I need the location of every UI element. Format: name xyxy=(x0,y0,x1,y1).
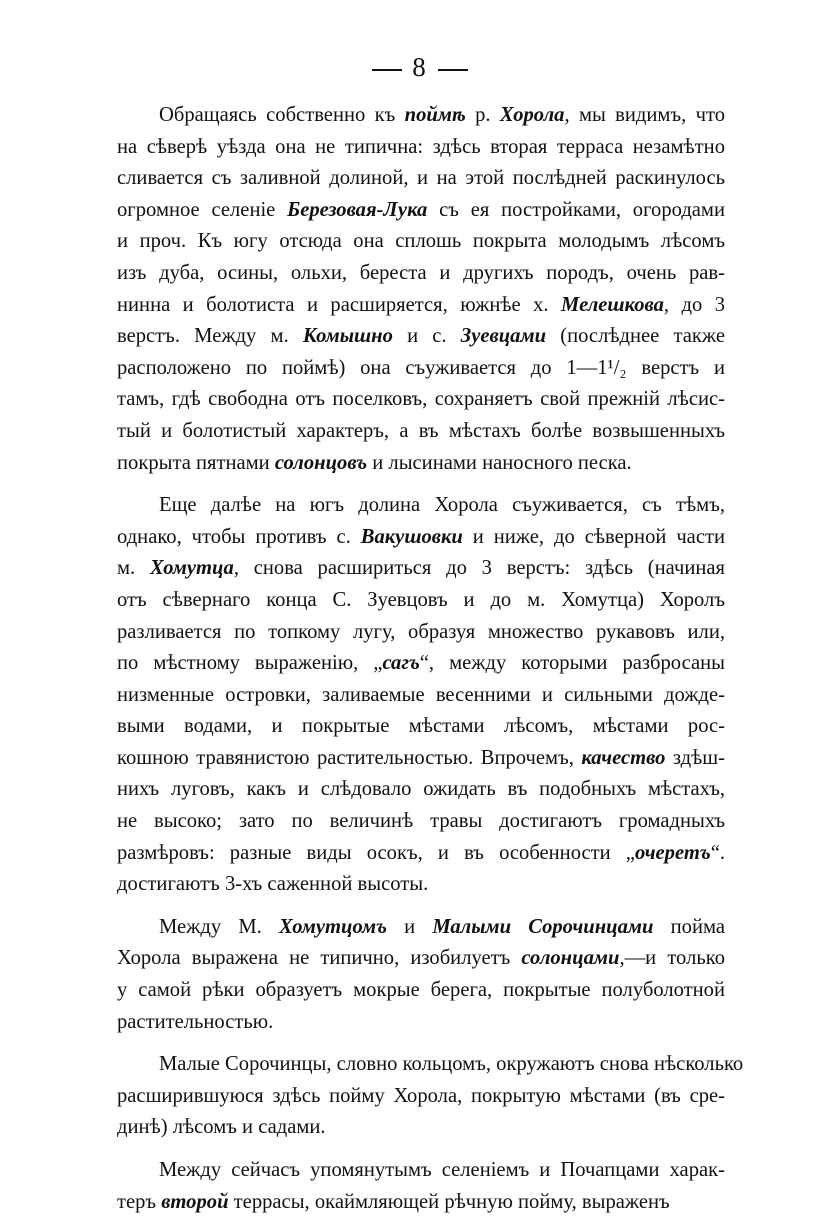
body-text xyxy=(117,100,744,1229)
text-line: однако, чтобы противъ с. Вакушовки и ниже, до сѣверной части xyxy=(117,525,725,548)
paragraph xyxy=(117,1049,744,1144)
emphasized-term: Вакушовки xyxy=(360,525,463,548)
left-dash xyxy=(372,69,402,71)
emphasized-term: Малыми Сорочинцами xyxy=(432,915,654,938)
emphasized-term: очеретъ xyxy=(634,841,711,864)
right-dash xyxy=(438,69,468,71)
emphasized-term: второй xyxy=(161,1190,229,1213)
emphasized-term: солонцами xyxy=(521,947,620,970)
text-line: достигаютъ 3-хъ саженной высоты. xyxy=(117,873,429,896)
text-line: разливается по топкому лугу, образуя множество рукавовъ или, xyxy=(117,620,725,643)
text-line: покрыта пятнами солонцовъ и лысинами наносного песка. xyxy=(117,451,632,474)
text-line: растительностью. xyxy=(117,1010,274,1033)
text-line: Хорола выражена не типично, изобилуетъ солонцами,—и только xyxy=(117,947,725,970)
text-line: расширившуюся здѣсь пойму Хорола, покрытую мѣстами (въ сре- xyxy=(117,1084,725,1107)
text-line: отъ сѣвернаго конца С. Зуевцовъ и до м. Хомутца) Хоролъ xyxy=(117,588,725,611)
emphasized-term: сагъ xyxy=(382,652,420,675)
emphasized-term: поймѣ xyxy=(404,104,466,126)
text-line: у самой рѣки образуетъ мокрые берега, покрытые полуболотной xyxy=(117,979,725,1002)
emphasized-term: солонцовъ xyxy=(274,451,368,474)
paragraph xyxy=(117,1155,725,1218)
paragraph xyxy=(117,912,725,1038)
text-line: Еще далѣе на югъ долина Хорола съуживается, съ тѣмъ, xyxy=(159,494,725,517)
text-line: динѣ) лѣсомъ и садами. xyxy=(117,1116,326,1139)
text-line: верстъ. Между м. Комышно и с. Зуевцами (послѣднее также xyxy=(117,325,725,348)
emphasized-term: Мелешкова xyxy=(561,293,664,316)
text-line: на сѣверѣ уѣзда она не типична: здѣсь вторая терраса незамѣтно xyxy=(117,135,725,158)
text-line: Обращаясь собственно къ поймѣ р. Хорола, мы видимъ, что xyxy=(159,104,725,126)
text-line: тамъ, гдѣ свободна отъ поселковъ, сохраняетъ свой прежній лѣсис- xyxy=(117,388,725,411)
emphasized-term: Хомутцомъ xyxy=(278,915,387,938)
text-line: кошною травянистою растительностью. Впрочемъ, качество здѣш- xyxy=(117,746,725,769)
text-line: Между сейчасъ упомянутымъ селеніемъ и Почапцами харак- xyxy=(159,1159,725,1181)
text-line: выми водами, и покрытые мѣстами лѣсомъ, мѣстами рос- xyxy=(117,715,725,738)
emphasized-term: Березовая-Лука xyxy=(287,198,428,221)
text-line: низменные островки, заливаемые весенними и сильными дожде- xyxy=(117,683,725,706)
text-line: Малые Сорочинцы, словно кольцомъ, окружаютъ снова нѣсколько xyxy=(159,1053,744,1076)
text-line: изъ дуба, осины, ольхи, береста и другихъ породъ, очень рав- xyxy=(117,261,725,284)
text-line: и проч. Къ югу отсюда она сплошь покрыта молодымъ лѣсомъ xyxy=(117,230,725,253)
page-header xyxy=(0,52,840,83)
emphasized-term: Хорола xyxy=(499,104,565,126)
paragraph xyxy=(117,490,725,901)
text-line: теръ второй террасы, окаймляющей рѣчную пойму, выраженъ xyxy=(117,1190,670,1213)
emphasized-term: Зуевцами xyxy=(460,325,547,348)
text-line: огромное селеніе Березовая-Лука съ ея постройками, огородами xyxy=(117,198,725,221)
text-line: расположено по поймѣ) она съуживается до 1—1¹/₂ верстъ и xyxy=(117,356,725,379)
text-line: тый и болотистый характеръ, а въ мѣстахъ болѣе возвышенныхъ xyxy=(117,419,725,442)
text-line: сливается съ заливной долиной, и на этой послѣдней раскинулось xyxy=(117,167,725,190)
text-line: нинна и болотиста и расширяется, южнѣе х. Мелешкова, до 3 xyxy=(117,293,725,316)
text-line: по мѣстному выраженію, „сагъ“, между которыми разбросаны xyxy=(117,652,725,675)
text-line: не высоко; зато по величинѣ травы достигаютъ громадныхъ xyxy=(117,810,725,833)
text-line: нихъ луговъ, какъ и слѣдовало ожидать въ подобныхъ мѣстахъ, xyxy=(117,778,725,801)
emphasized-term: качество xyxy=(581,746,666,769)
text-line: Между М. Хомутцомъ и Малыми Сорочинцами пойма xyxy=(159,915,725,938)
paragraph xyxy=(117,100,725,479)
emphasized-term: Комышно xyxy=(302,325,393,348)
text-line: размѣровъ: разные виды осокъ, и въ особенности „очеретъ“. xyxy=(117,841,725,864)
emphasized-term: Хомутца xyxy=(149,557,234,580)
text-line: м. Хомутца, снова расшириться до 3 верстъ: здѣсь (начиная xyxy=(117,557,725,580)
page-number: 8 xyxy=(412,52,428,82)
